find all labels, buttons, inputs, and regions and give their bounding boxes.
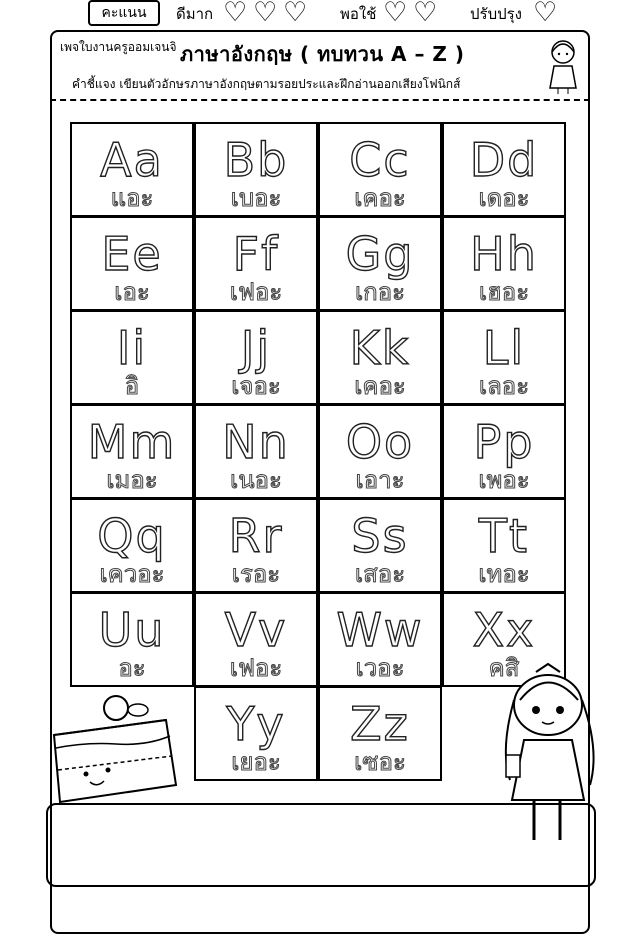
letter-pair: Gg: [345, 227, 415, 281]
letter-pair: Ii: [116, 321, 148, 375]
letter-card: [318, 592, 442, 687]
letter-pair: Pp: [473, 415, 535, 469]
score-box: คะแนน: [88, 0, 160, 26]
letter-card: [318, 404, 442, 499]
worksheet-title: ภาษาอังกฤษ ( ทบทวน A – Z ): [180, 42, 465, 66]
phonics-sound: เอาะ: [355, 466, 405, 494]
heart-icon: ♡: [413, 0, 438, 28]
letter-pair: Ff: [232, 227, 280, 281]
rating-improve-label: ปรับปรุง: [470, 5, 523, 23]
letter-card: [194, 404, 318, 499]
letter-pair: Yy: [226, 697, 286, 751]
footer-box: [46, 803, 596, 887]
letter-card: [318, 122, 442, 217]
phonics-sound: เกอะ: [354, 278, 406, 306]
heart-icon: ♡: [283, 0, 308, 28]
phonics-sound: เวอะ: [355, 654, 405, 682]
teacher-avatar-icon: [544, 38, 582, 94]
phonics-sound: เคอะ: [354, 372, 406, 400]
phonics-sound: เดอะ: [478, 184, 530, 212]
phonics-sound: เซอะ: [354, 748, 406, 776]
letter-card: [318, 310, 442, 405]
letter-card: [318, 686, 442, 781]
rating-ok-label: พอใช้: [340, 5, 377, 23]
phonics-sound: เฟอะ: [229, 278, 283, 306]
phonics-sound: เอะ: [114, 278, 150, 306]
letter-card: [194, 592, 318, 687]
phonics-sound: เจอะ: [231, 372, 281, 400]
letter-pair: Jj: [240, 321, 272, 375]
teacher-credit: เพจใบงานครูออมเจนจิ: [60, 40, 177, 54]
phonics-sound: คสิ: [488, 654, 520, 682]
letter-card: [70, 216, 194, 311]
letter-pair: Nn: [222, 415, 290, 469]
letter-pair: Ee: [101, 227, 163, 281]
letter-pair: Qq: [97, 509, 167, 563]
phonics-sound: เลอะ: [478, 372, 530, 400]
cake-illustration-icon: [46, 690, 186, 805]
letter-pair: Uu: [98, 603, 166, 657]
letter-pair: Dd: [469, 133, 539, 187]
phonics-sound: เพอะ: [478, 466, 530, 494]
letter-pair: Kk: [349, 321, 411, 375]
letter-pair: Bb: [223, 133, 289, 187]
instruction-text: คำชี้แจง เขียนตัวอักษรภาษาอังกฤษตามรอยประและฝึกอ่านออกเสียงโฟนิกส์: [72, 77, 461, 91]
heart-icon: ♡: [253, 0, 278, 28]
phonics-sound: เทอะ: [478, 560, 530, 588]
phonics-sound: เฮอะ: [478, 278, 530, 306]
phonics-sound: อิ: [124, 372, 140, 400]
heart-icon: ♡: [223, 0, 248, 28]
letter-pair: Xx: [472, 603, 536, 657]
letter-pair: Hh: [470, 227, 538, 281]
letter-pair: Ww: [336, 603, 424, 657]
letter-card: [442, 310, 566, 405]
phonics-sound: เฟอะ: [229, 654, 283, 682]
letter-card: [442, 122, 566, 217]
letter-card: [194, 216, 318, 311]
letter-card: [194, 310, 318, 405]
letter-pair: Rr: [228, 509, 284, 563]
phonics-sound: อะ: [118, 654, 146, 682]
phonics-sound: เบอะ: [230, 184, 282, 212]
letter-pair: Vv: [224, 603, 288, 657]
letter-pair: Ss: [351, 509, 409, 563]
rating-great-label: ดีมาก: [176, 5, 214, 23]
phonics-sound: แอะ: [110, 184, 154, 212]
phonics-sound: เรอะ: [231, 560, 281, 588]
phonics-sound: เนอะ: [230, 466, 282, 494]
letter-card: [194, 686, 318, 781]
letter-card: [70, 498, 194, 593]
letter-card: [442, 404, 566, 499]
letter-pair: Cc: [349, 133, 411, 187]
letter-pair: Tt: [478, 509, 530, 563]
letter-card: [318, 216, 442, 311]
phonics-sound: เยอะ: [231, 748, 281, 776]
letter-pair: Aa: [100, 133, 164, 187]
heart-icon: ♡: [383, 0, 408, 28]
letter-pair: Zz: [350, 697, 410, 751]
letter-pair: Mm: [87, 415, 177, 469]
letter-card: [70, 122, 194, 217]
phonics-sound: เมอะ: [106, 466, 158, 494]
letter-card: [70, 404, 194, 499]
phonics-sound: เคอะ: [354, 184, 406, 212]
letter-pair: Ll: [482, 321, 526, 375]
letter-card: [194, 498, 318, 593]
dashed-divider: [50, 99, 590, 101]
phonics-sound: เสอะ: [354, 560, 406, 588]
letter-card: [70, 592, 194, 687]
phonics-sound: เควอะ: [99, 560, 165, 588]
letter-card: [70, 310, 194, 405]
letter-card: [442, 498, 566, 593]
heart-icon: ♡: [533, 0, 558, 28]
letter-card: [318, 498, 442, 593]
letter-card: [442, 216, 566, 311]
letter-card: [194, 122, 318, 217]
letter-pair: Oo: [345, 415, 415, 469]
